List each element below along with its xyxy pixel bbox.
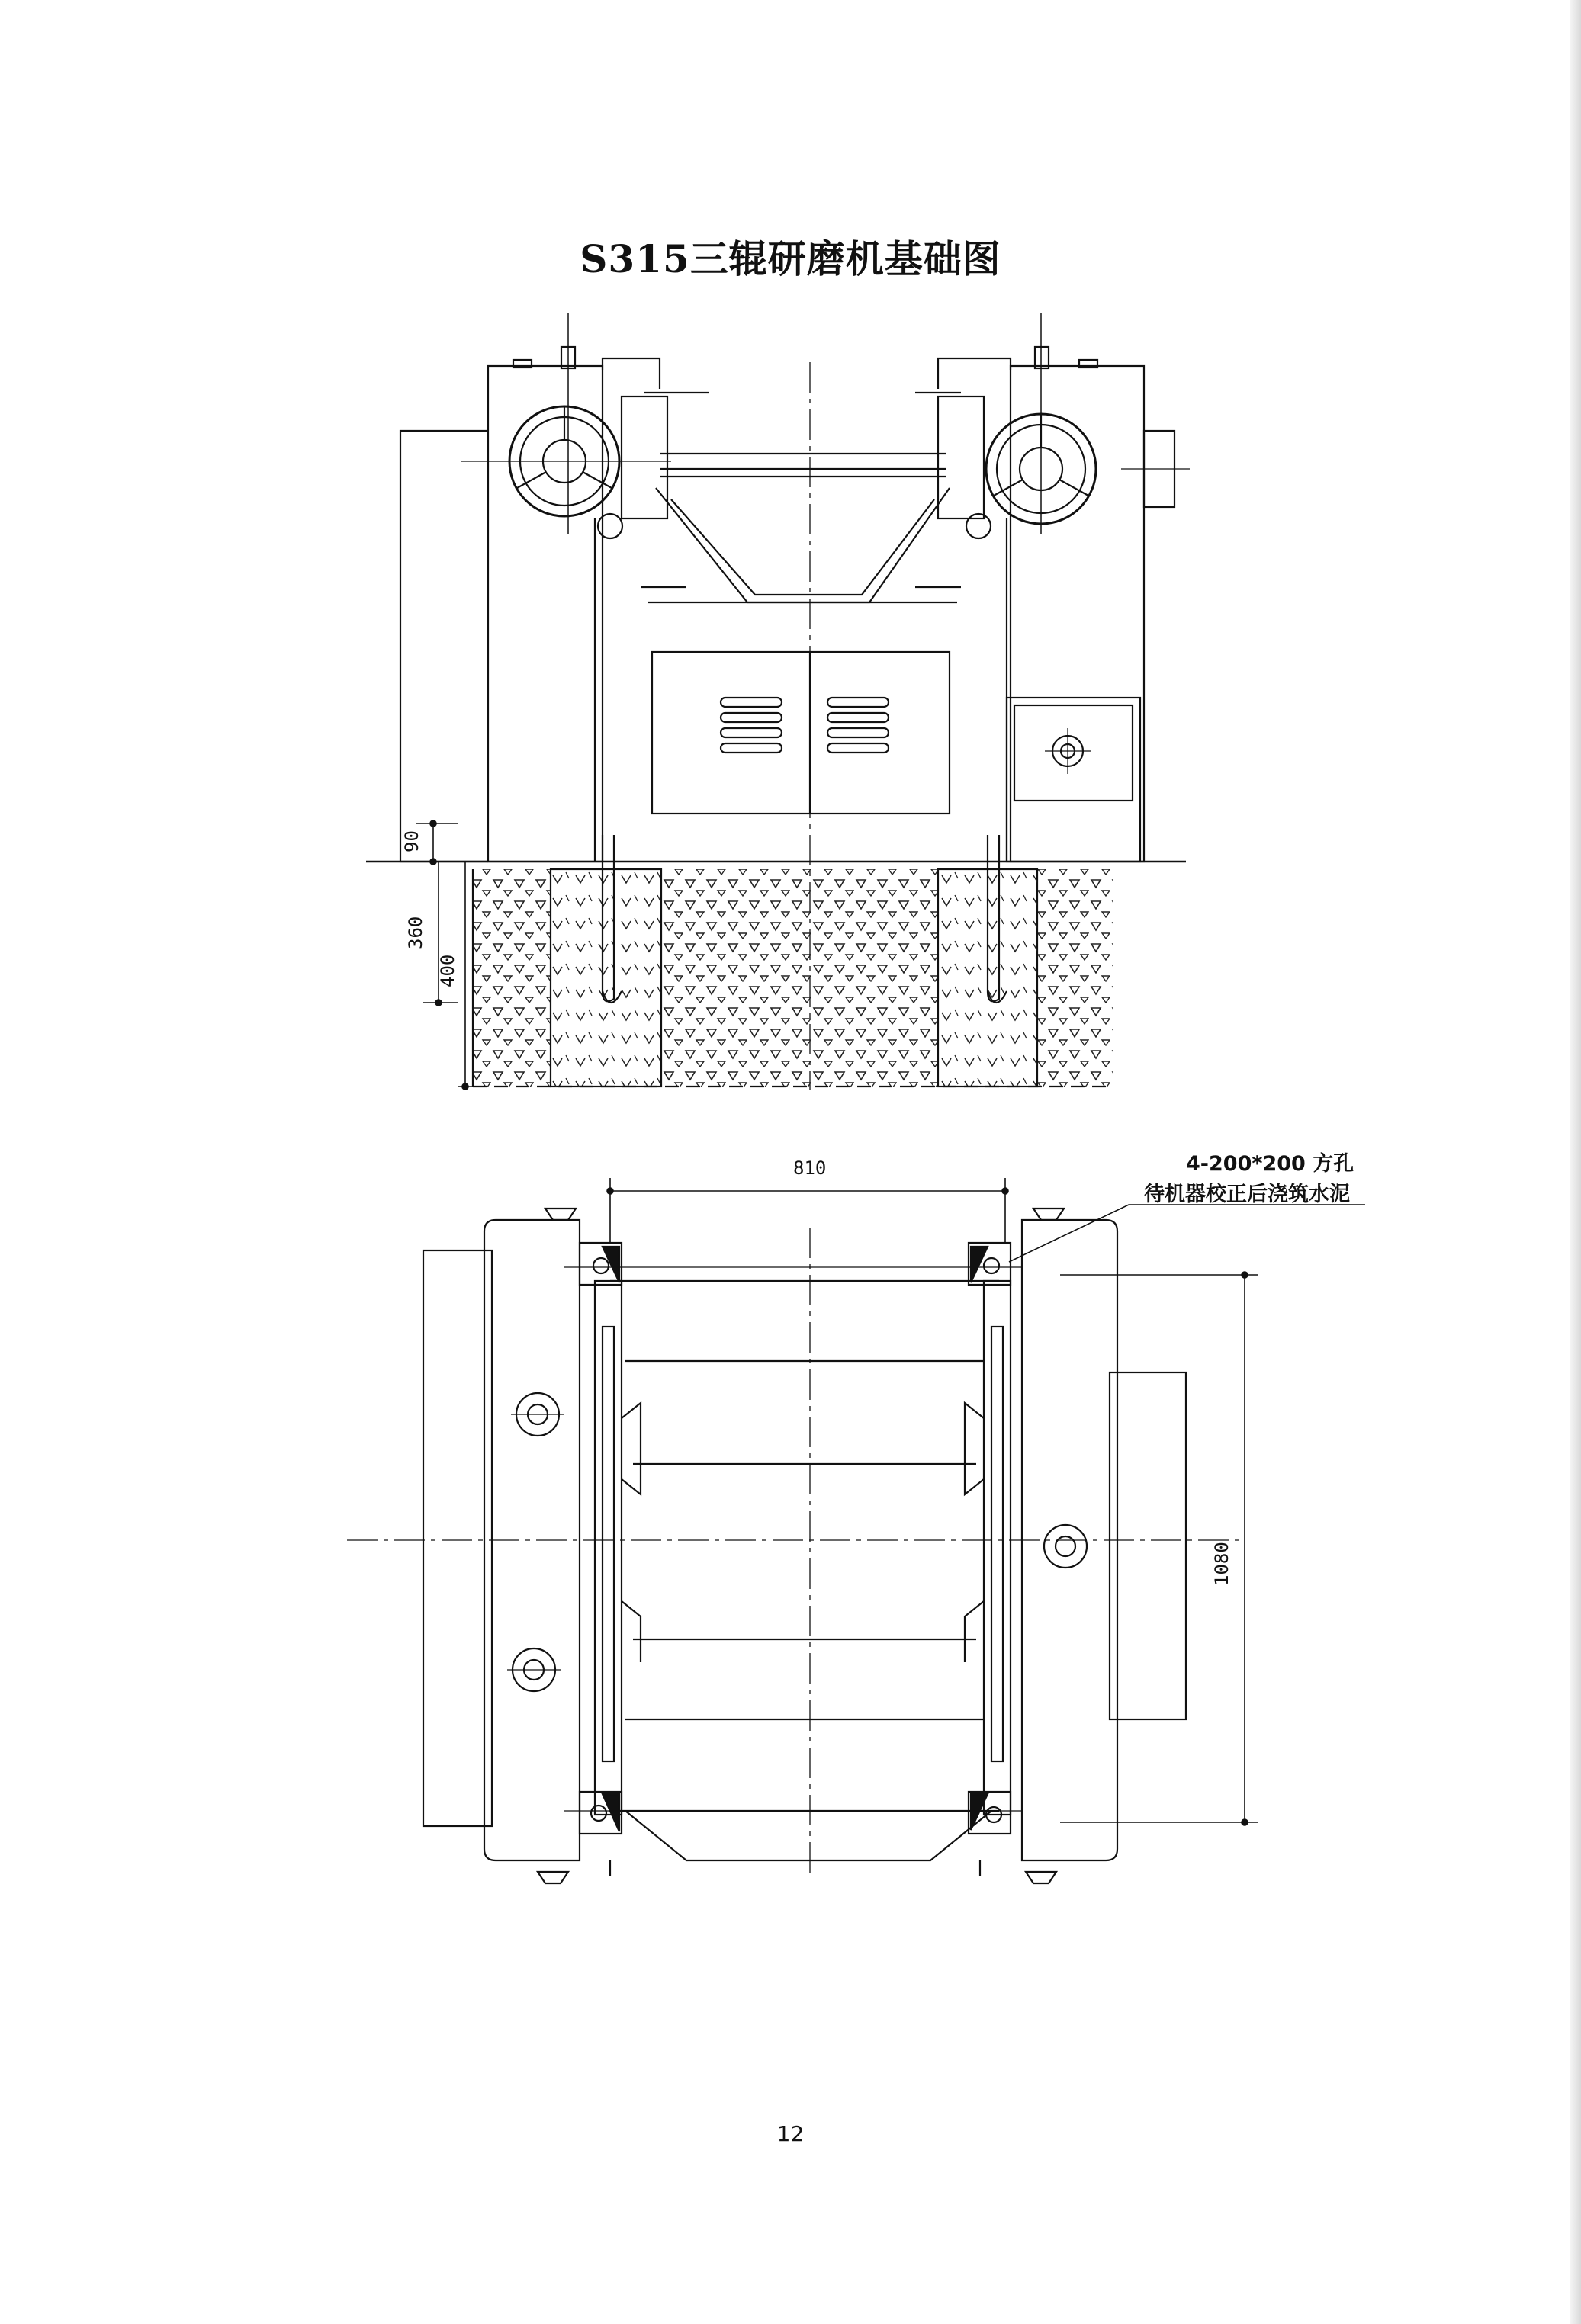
dimension-1080: 1080 (1211, 1542, 1232, 1586)
note-leader-line (1009, 1205, 1365, 1262)
anchor-hole-top-left-icon (564, 1243, 1022, 1285)
motor-housing (1007, 698, 1140, 862)
page-number: 12 (776, 2121, 805, 2146)
left-handwheel-icon (461, 406, 671, 516)
anchor-hole-bottom-left-icon (564, 1792, 1022, 1834)
dimension-360: 360 (405, 916, 426, 949)
plan-handwheel-right-icon (1044, 1525, 1087, 1568)
machine-body (595, 518, 1140, 862)
plan-handwheel-left-bottom-icon (507, 1648, 561, 1691)
left-reference-frame (400, 431, 488, 862)
width-dimension-line (607, 1178, 1008, 1243)
dimension-90: 90 (401, 830, 423, 852)
dimension-400: 400 (437, 954, 458, 987)
roller-assembly (598, 396, 991, 602)
leveling-feet-icon (538, 1209, 1064, 1883)
concrete-foundation (473, 869, 1113, 1087)
left-vent-icon (721, 698, 782, 753)
note-pour-concrete: 待机器校正后浇筑水泥 (1144, 1183, 1350, 1206)
right-vent-icon (827, 698, 889, 753)
dimension-810: 810 (793, 1157, 827, 1179)
plan-view (347, 1178, 1365, 1883)
front-elevation-view (366, 313, 1190, 1090)
note-square-holes: 4-200*200 方孔 (1186, 1152, 1354, 1176)
motor-shaft-icon (1045, 728, 1091, 774)
control-cabinet (652, 652, 950, 814)
page-title: S315三辊研磨机基础图 (580, 236, 1001, 281)
plan-rollers (610, 1281, 999, 1860)
plan-handwheel-left-top-icon (511, 1393, 564, 1436)
anchor-hole-top-right-icon (969, 1243, 1011, 1285)
